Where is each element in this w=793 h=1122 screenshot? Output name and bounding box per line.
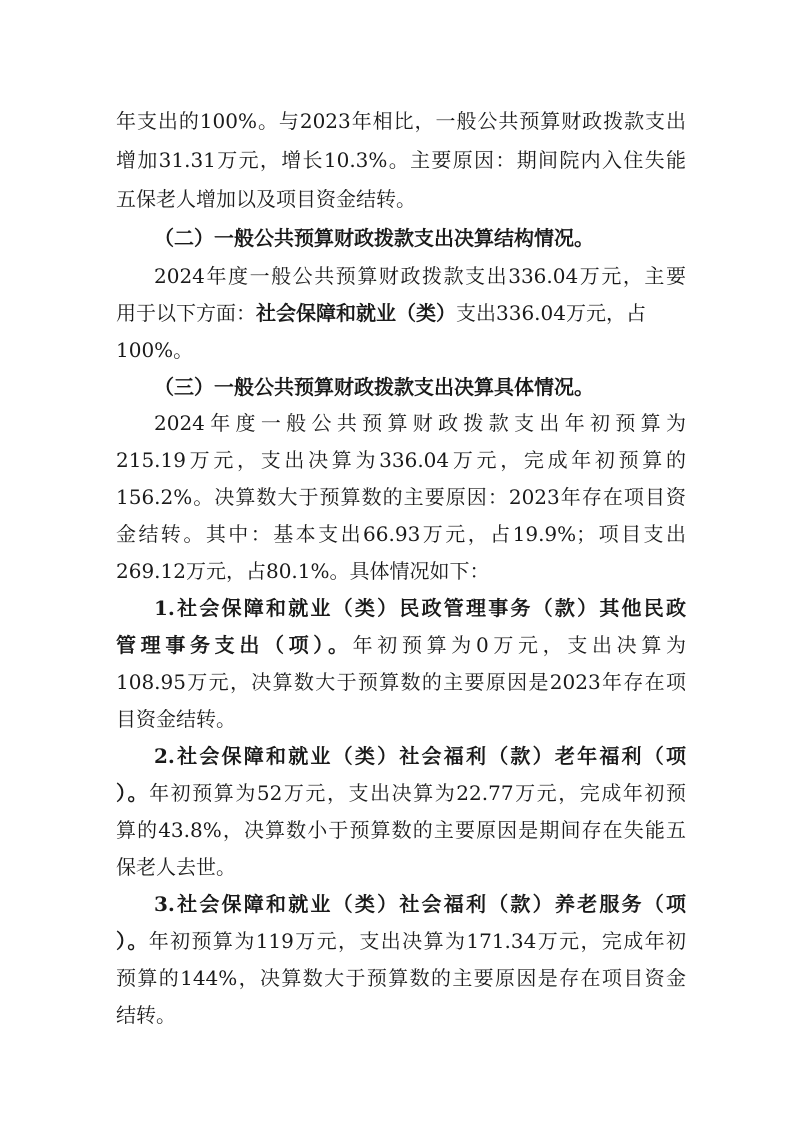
body-text: 年初预算为52万元，支出决算为22.77万元，完成年初预 [149,781,686,805]
body-line: 269.12万元，占80.1%。具体情况如下： [116,559,490,583]
body-line: 增加31.31万元，增长10.3%。主要原因：期间院内入住失能 [116,148,686,172]
item-heading: 3.社会保障和就业（类）社会福利（款）养老服务（项 [154,892,686,916]
body-line [116,630,686,660]
body-line: 五保老人增加以及项目资金结转。 [116,187,416,211]
body-line: 156.2%。决算数大于预算数的主要原因：2023年存在项目资 [116,485,686,509]
category-name: 社会保障和就业（类） [256,301,456,325]
body-text: 年初预算为119万元，支出决算为171.34万元，完成年初 [148,929,686,953]
section-heading: （二）一般公共预算财政拨款支出决算结构情况。 [154,226,594,250]
body-line: 算的43.8%，决算数小于预算数的主要原因是期间存在失能五 [116,818,686,842]
body-line [116,926,686,956]
body-line: 年支出的100%。与2023年相比，一般公共预算财政拨款支出 [116,109,686,133]
body-line: 预算的144%，决算数大于预算数的主要原因是存在项目资金 [116,966,686,990]
body-line [116,778,686,808]
body-text: 支出336.04万元，占 [456,301,646,325]
body-line: 2024年度一般公共预算财政拨款支出336.04万元，主要 [154,264,686,288]
section-heading: （三）一般公共预算财政拨款支出决算具体情况。 [154,375,594,399]
body-line: 目资金结转。 [116,707,236,731]
body-text: 年初预算为0万元，支出决算为 [352,633,686,657]
item-heading-tail: ）。 [116,781,150,805]
body-line: 结转。 [116,1003,176,1027]
body-line: 100%。 [116,338,194,362]
body-line [116,298,686,328]
item-heading-tail: ）。 [116,929,149,953]
item-heading: 2.社会保障和就业（类）社会福利（款）老年福利（项 [154,744,686,768]
body-text: 用于以下方面： [116,301,256,325]
body-line: 保老人去世。 [116,855,236,879]
body-line: 金结转。其中：基本支出66.93万元，占19.9%；项目支出 [116,522,686,546]
body-line: 215.19万元，支出决算为336.04万元，完成年初预算的 [116,448,686,472]
body-line: 2024年度一般公共预算财政拨款支出年初预算为 [154,411,686,435]
item-heading-tail: 管理事务支出（项）。 [116,633,353,657]
body-line: 108.95万元，决算数大于预算数的主要原因是2023年存在项 [116,670,686,694]
item-heading: 1.社会保障和就业（类）民政管理事务（款）其他民政 [154,596,686,620]
